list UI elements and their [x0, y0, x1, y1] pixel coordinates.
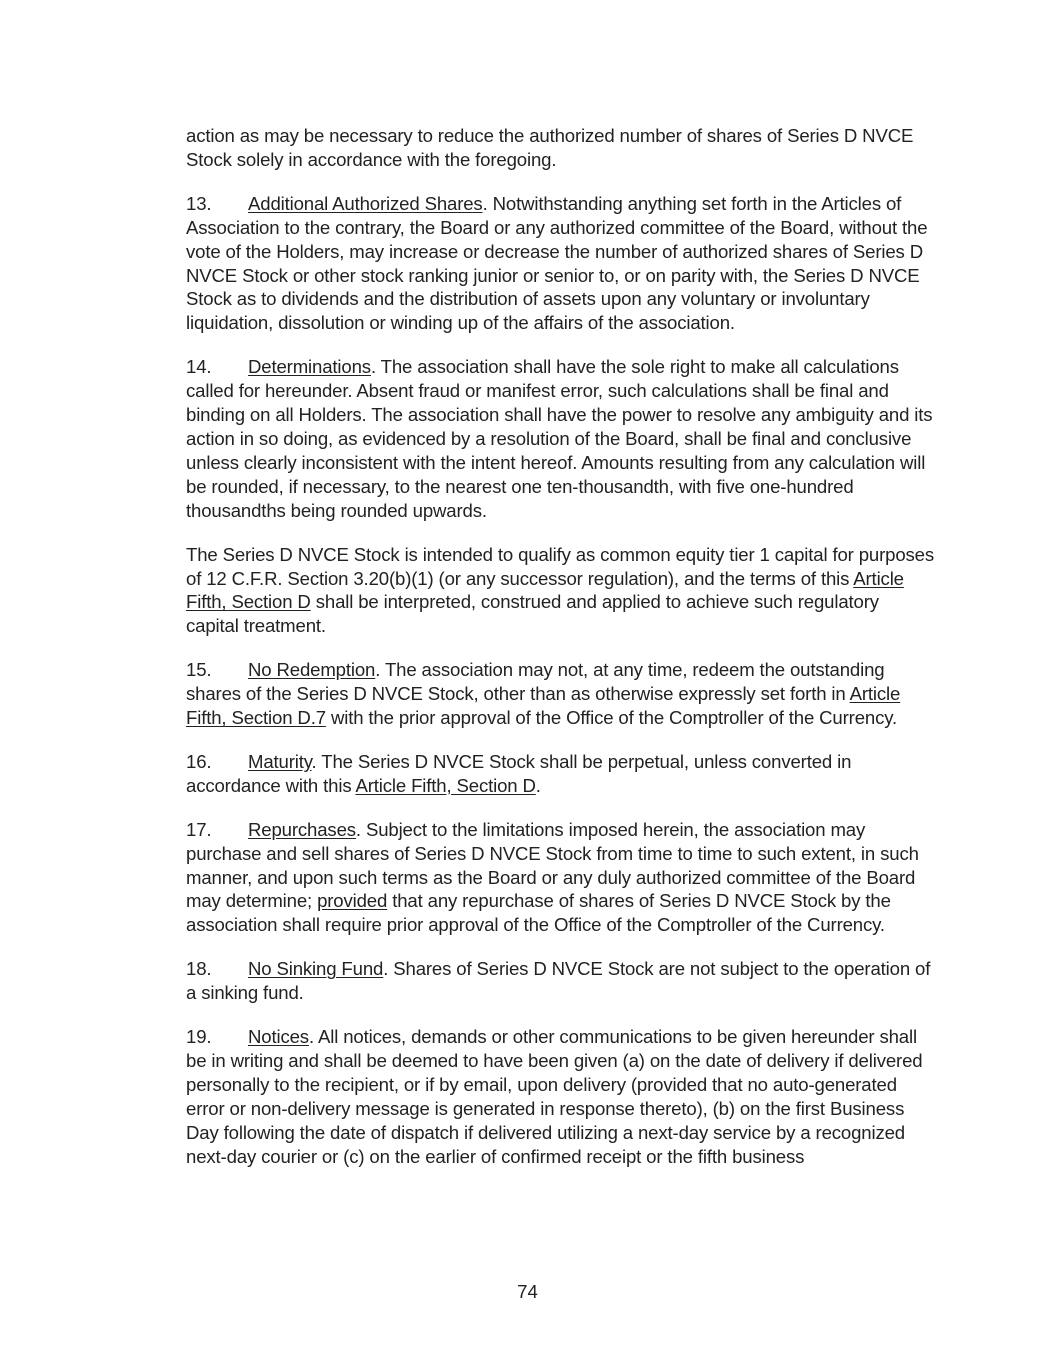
section-16-body-pre: . The Series D NVCE Stock shall be perpetual, unless converted in accordance with this	[186, 750, 852, 796]
section-18-number: 18.	[186, 958, 212, 980]
section-18	[186, 957, 936, 1005]
section-16-body-post: .	[535, 774, 541, 796]
intro-text: action as may be necessary to reduce the authorized number of shares of Series D NVCE Stock solely in accordance with the foregoing.	[186, 125, 914, 170]
section-13-number: 13.	[186, 192, 212, 214]
section-19	[186, 1025, 936, 1168]
section-17-body-post: that any repurchase of shares of Series D NVCE Stock by the association shall require prior approval of the Office of the Comptroller of the Currency.	[186, 890, 891, 936]
section-16	[186, 750, 936, 798]
section-16-heading: Maturity	[248, 750, 312, 772]
section-13-body: . Notwithstanding anything set forth in the Articles of Association to the contrary, the Board or any authorized committee of the Board, without the vote of the Holders, may increase or decrease the number of authorized shares of Series D NVCE Stock or other stock ranking junior or senior to, or on parity with, the Series D NVCE Stock as to dividends and the distribution of assets upon any voluntary or involuntary liquidation, dissolution or winding up of the affairs of the association.	[186, 192, 928, 334]
section-15-heading: No Redemption	[248, 659, 376, 681]
section-15-body-post: with the prior approval of the Office of the Comptroller of the Currency.	[325, 707, 898, 729]
section-15-body-pre: . The association may not, at any time, redeem the outstanding shares of the Series D NVCE Stock, other than as otherwise expressly set forth in	[186, 659, 885, 705]
section-16-reference: Article Fifth, Section D	[355, 774, 536, 796]
regulatory-text-post: shall be interpreted, construed and applied to achieve such regulatory capital treatment.	[186, 591, 879, 637]
section-17-heading: Repurchases	[248, 818, 356, 840]
section-14	[186, 355, 936, 522]
section-17	[186, 818, 936, 938]
section-15-reference: Article Fifth, Section D.7	[186, 683, 901, 729]
section-14-number: 14.	[186, 356, 212, 378]
section-19-body: . All notices, demands or other communications to be given hereunder shall be in writing and shall be deemed to have been given (a) on the date of delivery if delivered personally to the recipient, or if by email, upon delivery (provided that no auto-generated error or non-delivery message is generated in response thereto), (b) on the first Business Day following the date of dispatch if delivered utilizing a next-day service by a recognized next-day courier or (c) on the earlier of confirmed receipt or the fifth business	[186, 1026, 923, 1167]
section-14-body: . The association shall have the sole right to make all calculations called for hereunder. Absent fraud or manifest error, such calculations shall be final and binding on all Holders. The association shall have the power to resolve any ambiguity and its action in so doing, as evidenced by a resolution of the Board, shall be final and conclusive unless clearly inconsistent with the intent hereof. Amounts resulting from any calculation will be rounded, if necessary, to the nearest one ten-thousandth, with five one-hundred thousandths being rounded upwards.	[186, 356, 933, 521]
section-17-body-pre: . Subject to the limitations imposed herein, the association may purchase and sell shares of Series D NVCE Stock from time to time to such extent, in such manner, and upon such terms as the Board or any duly authorized committee of the Board may determine;	[186, 818, 919, 912]
intro-paragraph	[186, 124, 936, 172]
document-page	[186, 124, 936, 1189]
section-15-number: 15.	[186, 659, 212, 681]
section-13-heading: Additional Authorized Shares	[248, 192, 483, 214]
section-16-number: 16.	[186, 750, 212, 772]
section-18-heading: No Sinking Fund	[248, 958, 384, 980]
section-14-heading: Determinations	[248, 356, 371, 378]
section-15	[186, 658, 936, 730]
page-number: 74	[517, 1281, 538, 1302]
article-fifth-section-d-reference: Article Fifth, Section D	[186, 567, 904, 613]
regulatory-paragraph	[186, 543, 936, 639]
section-19-number: 19.	[186, 1026, 212, 1048]
section-18-body: . Shares of Series D NVCE Stock are not subject to the operation of a sinking fund.	[186, 958, 931, 1004]
section-19-heading: Notices	[248, 1026, 309, 1048]
section-17-provided: provided	[317, 890, 388, 912]
section-13	[186, 192, 936, 335]
regulatory-text-pre: The Series D NVCE Stock is intended to qualify as common equity tier 1 capital for purposes of 12 C.F.R. Section 3.20(b)(1) (or any successor regulation), and the terms of this	[186, 543, 935, 589]
section-17-number: 17.	[186, 818, 212, 840]
